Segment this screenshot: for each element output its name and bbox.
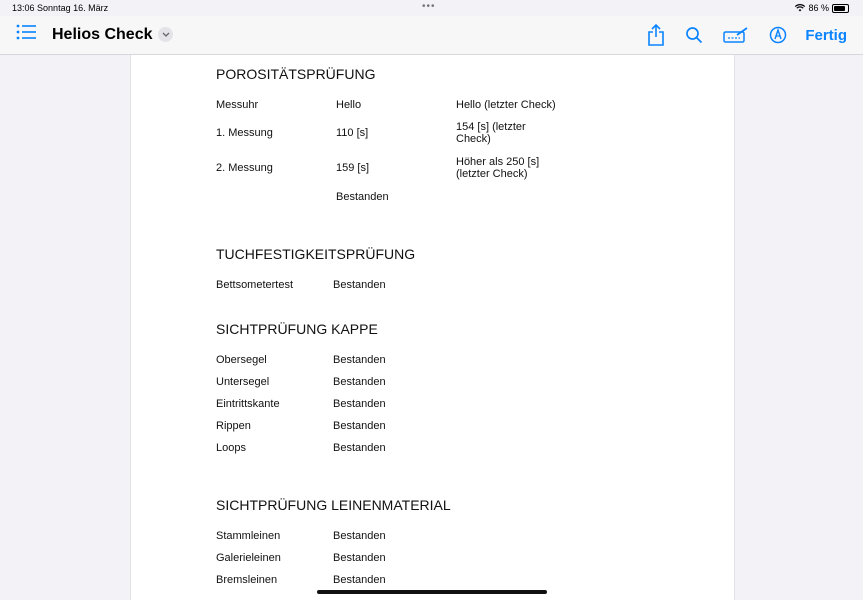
status-time: 13:06 Sonntag 16. März <box>12 3 109 13</box>
done-button[interactable]: Fertig <box>805 26 847 44</box>
column-header-last-check: Hello (letzter Check) <box>456 99 556 111</box>
status-bar <box>0 0 863 16</box>
table-row-value: Bestanden <box>333 574 386 586</box>
battery-icon <box>832 4 849 13</box>
section-heading-canopy: SICHTPRÜFUNG KAPPE <box>216 321 378 337</box>
status-right <box>795 3 849 13</box>
column-header-hello: Hello <box>336 99 362 111</box>
chevron-down-icon[interactable] <box>158 27 173 42</box>
table-row-value: 110 [s] <box>336 127 369 139</box>
table-row-value: Bestanden <box>333 354 386 366</box>
section-heading-lines: SICHTPRÜFUNG LEINENMATERIAL <box>216 497 451 513</box>
multitasking-dots[interactable]: ••• <box>422 1 436 12</box>
list-icon[interactable] <box>16 24 36 45</box>
table-row-value: 159 [s] <box>336 162 370 174</box>
search-icon[interactable] <box>685 26 703 44</box>
porosity-result: Bestanden <box>336 191 389 203</box>
markup-icon[interactable] <box>723 26 749 44</box>
document-page[interactable] <box>130 55 735 600</box>
toolbar <box>0 16 863 55</box>
pen-circle-icon[interactable] <box>769 26 787 44</box>
table-row-label: Loops <box>216 442 246 454</box>
table-row-value: Bestanden <box>333 279 386 291</box>
home-indicator[interactable] <box>317 590 547 594</box>
table-row-label: Untersegel <box>216 376 270 388</box>
table-row-value: Bestanden <box>333 376 386 388</box>
table-row-value: Bestanden <box>333 552 386 564</box>
table-row-label: Galerieleinen <box>216 552 281 564</box>
table-row-value: Bestanden <box>333 530 386 542</box>
table-row-value: Bestanden <box>333 420 386 432</box>
document-title[interactable]: Helios Check <box>52 25 153 43</box>
table-row-label: Stammleinen <box>216 530 281 542</box>
table-row-value: Bestanden <box>333 442 386 454</box>
table-row-label: Rippen <box>216 420 251 432</box>
table-row-label: 1. Messung <box>216 127 273 139</box>
section-heading-tear: TUCHFESTIGKEITSPRÜFUNG <box>216 246 416 262</box>
table-row-label: Eintrittskante <box>216 398 280 410</box>
battery-percent: 86 % <box>808 3 829 13</box>
share-icon[interactable] <box>647 24 665 46</box>
column-header-gauge: Messuhr <box>216 99 259 111</box>
table-row-label: Bettsometertest <box>216 279 294 291</box>
wifi-icon <box>795 4 805 12</box>
table-row-value: Bestanden <box>333 398 386 410</box>
section-heading-porosity: POROSITÄTSPRÜFUNG <box>216 66 376 82</box>
table-row-label: 2. Messung <box>216 162 273 174</box>
table-row-label: Obersegel <box>216 354 267 366</box>
table-row-last-check: Höher als 250 [s] (letzter Check) <box>456 156 540 180</box>
table-row-last-check: 154 [s] (letzter Check) <box>456 121 526 145</box>
table-row-label: Bremsleinen <box>216 574 278 586</box>
